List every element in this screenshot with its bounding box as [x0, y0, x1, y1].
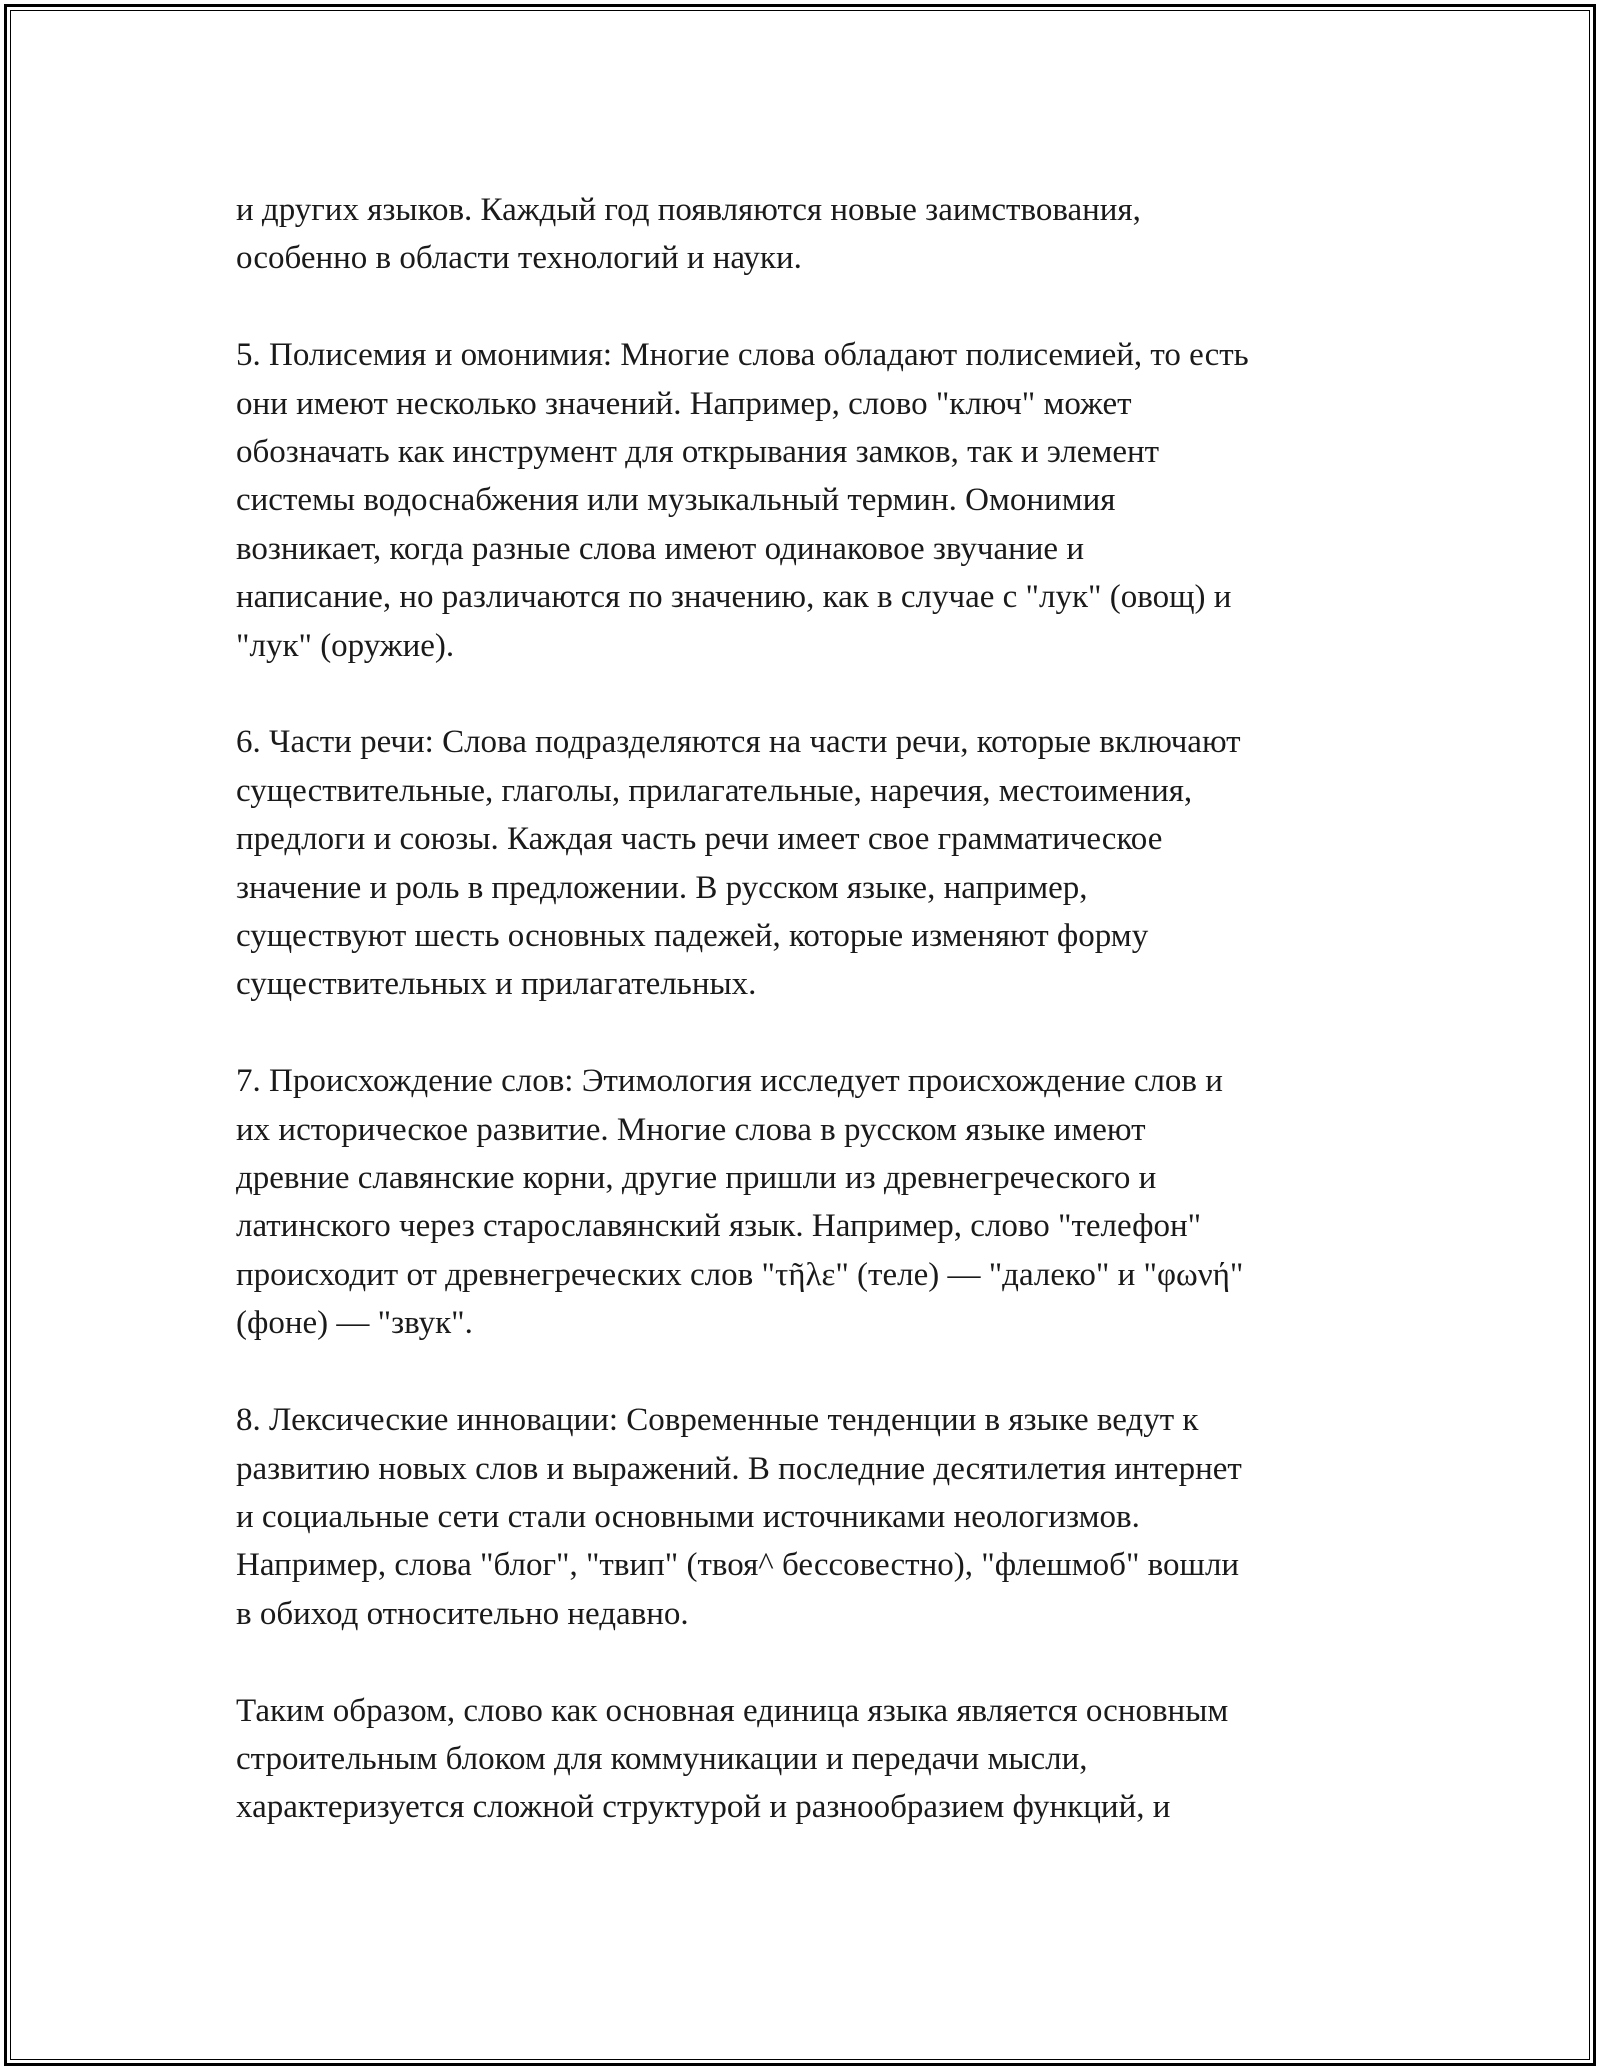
text-line: 5. Полисемия и омонимия: Многие слова обладают полисемией, то есть [236, 337, 1249, 374]
paragraph [236, 1687, 1416, 1832]
document-body [236, 186, 1416, 1832]
text-line: существительные, глаголы, прилагательные, наречия, местоимения, [236, 772, 1193, 809]
text-line: их историческое развитие. Многие слова в русском языке имеют [236, 1111, 1146, 1148]
text-line: происходит от древнегреческих слов "τῆλε" (теле) — "далеко" и "φωνή" [236, 1256, 1244, 1293]
paragraph [236, 1057, 1416, 1347]
paragraph [236, 1396, 1416, 1638]
text-line: особенно в области технологий и науки. [236, 240, 802, 277]
text-line: написание, но различаются по значению, как в случае с "лук" (овощ) и [236, 579, 1232, 616]
text-line: латинского через старославянский язык. Например, слово "телефон" [236, 1208, 1202, 1245]
text-line: и других языков. Каждый год появляются новые заимствования, [236, 192, 1141, 228]
text-line: обозначать как инструмент для открывания замков, так и элемент [236, 434, 1160, 471]
text-line: (фоне) — "звук". [236, 1305, 473, 1342]
text-line: существуют шесть основных падежей, которые изменяют форму [236, 918, 1149, 955]
text-line: возникает, когда разные слова имеют одинаковое звучание и [236, 530, 1084, 567]
paragraph [236, 331, 1416, 670]
text-line: 8. Лексические инновации: Современные тенденции в языке ведут к [236, 1402, 1199, 1439]
paragraph [236, 186, 1416, 283]
text-line: 7. Происхождение слов: Этимология исследует происхождение слов и [236, 1063, 1223, 1100]
text-line: "лук" (оружие). [236, 627, 455, 664]
text-line: они имеют несколько значений. Например, слово "ключ" может [236, 385, 1132, 422]
text-line: существительных и прилагательных. [236, 966, 757, 1003]
text-line: значение и роль в предложении. В русском языке, например, [236, 869, 1088, 906]
text-line: 6. Части речи: Слова подразделяются на части речи, которые включают [236, 724, 1241, 761]
text-line: древние славянские корни, другие пришли из древнегреческого и [236, 1160, 1157, 1197]
text-line: строительным блоком для коммуникации и передачи мысли, [236, 1740, 1088, 1777]
text-line: и социальные сети стали основными источниками неологизмов. [236, 1498, 1140, 1535]
text-line: в обиход относительно недавно. [236, 1595, 689, 1632]
text-line: развитию новых слов и выражений. В последние десятилетия интернет [236, 1450, 1242, 1487]
text-line: системы водоснабжения или музыкальный термин. Омонимия [236, 482, 1116, 519]
text-line: предлоги и союзы. Каждая часть речи имеет свое грамматическое [236, 821, 1163, 858]
text-line: Например, слова "блог", "твип" (твоя^ бессовестно), "флешмоб" вошли [236, 1547, 1240, 1584]
text-line: Таким образом, слово как основная единица языка является основным [236, 1692, 1229, 1729]
paragraph [236, 718, 1416, 1008]
text-line: характеризуется сложной структурой и разнообразием функций, и [236, 1789, 1171, 1826]
